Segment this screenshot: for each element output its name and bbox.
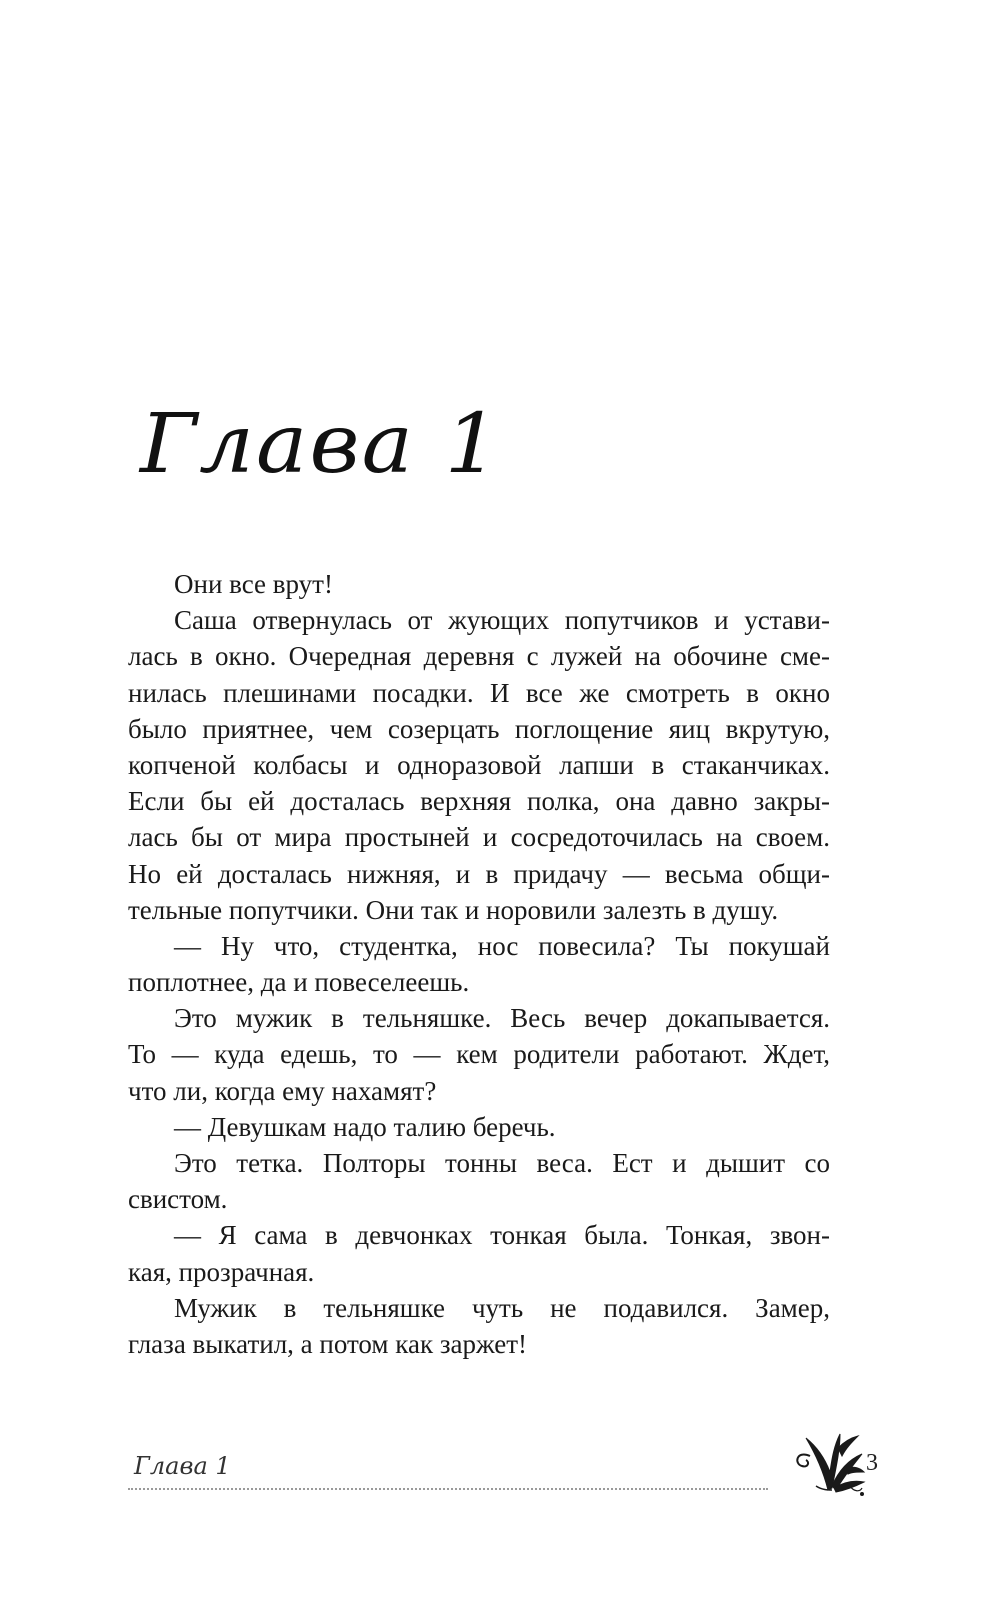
text-line-content: Саша отвернулась от жующих попутчиков и устави- [174,605,830,636]
text-line [128,1145,830,1181]
text-line-content: лась в окно. Очередная деревня с лужей на обочине сме- [128,641,830,672]
text-line [128,1217,830,1253]
text-line-content: лась бы от мира простыней и сосредоточилась на своем. [128,822,830,853]
text-line-content: Мужик в тельняшке чуть не подавился. Замер, [174,1292,830,1323]
text-line [128,747,830,783]
text-line-content: копченой колбасы и одноразовой лапши в стаканчиках. [128,749,830,780]
text-line-content: Они все врут! [174,569,333,599]
text-line-content: глаза выкатил, а потом как заржет! [128,1328,528,1359]
floral-flourish-icon [788,1428,868,1498]
text-line [128,819,830,855]
running-title: Глава 1 [134,1452,231,1480]
text-line-content: тельные попутчики. Они так и норовили залезть в душу. [128,894,779,925]
text-line-content: Но ей досталась нижняя, и в придачу — весьма общи- [128,858,830,889]
text-line-content: нилась плешинами посадки. И все же смотреть в окно [128,677,830,708]
text-line [128,1000,830,1036]
page-footer [128,1448,878,1490]
text-line-content: кая, прозрачная. [128,1256,315,1287]
text-line [128,964,830,1000]
text-line-content: Если бы ей досталась верхняя полка, она давно закры- [128,786,830,817]
text-line [128,1036,830,1072]
text-line [128,638,830,674]
text-line-content: поплотнее, да и повеселеешь. [128,967,470,998]
chapter-title: Глава 1 [140,397,502,492]
text-line [128,602,830,638]
text-line-content: свистом. [128,1184,228,1215]
text-line [128,1290,830,1326]
text-line [128,1073,830,1109]
text-line [128,675,830,711]
text-line-content: — Девушкам надо талию беречь. [174,1111,556,1142]
text-line [128,711,830,747]
text-line [128,1254,830,1290]
text-line [128,928,830,964]
text-line [128,1181,830,1217]
text-line [128,1326,830,1362]
text-line [128,783,830,819]
text-line-content: — Я сама в девчонках тонкая была. Тонкая, звон- [174,1220,830,1251]
text-line [128,1109,830,1145]
page-number: 3 [866,1450,878,1476]
text-line-content: было приятнее, чем созерцать поглощение яиц вкрутую, [128,713,830,744]
text-line [128,566,830,602]
text-line-content: — Ну что, студентка, нос повесила? Ты покушай [174,930,830,961]
text-line [128,892,830,928]
text-line-content: Это мужик в тельняшке. Весь вечер докапывается. [174,1003,830,1034]
text-line-content: что ли, когда ему нахамят? [128,1075,437,1106]
body-text [128,566,830,1362]
text-line-content: Это тетка. Полторы тонны веса. Ест и дышит со [174,1148,830,1178]
text-line [128,856,830,892]
text-line-content: То — куда едешь, то — кем родители работают. Ждет, [128,1039,830,1070]
